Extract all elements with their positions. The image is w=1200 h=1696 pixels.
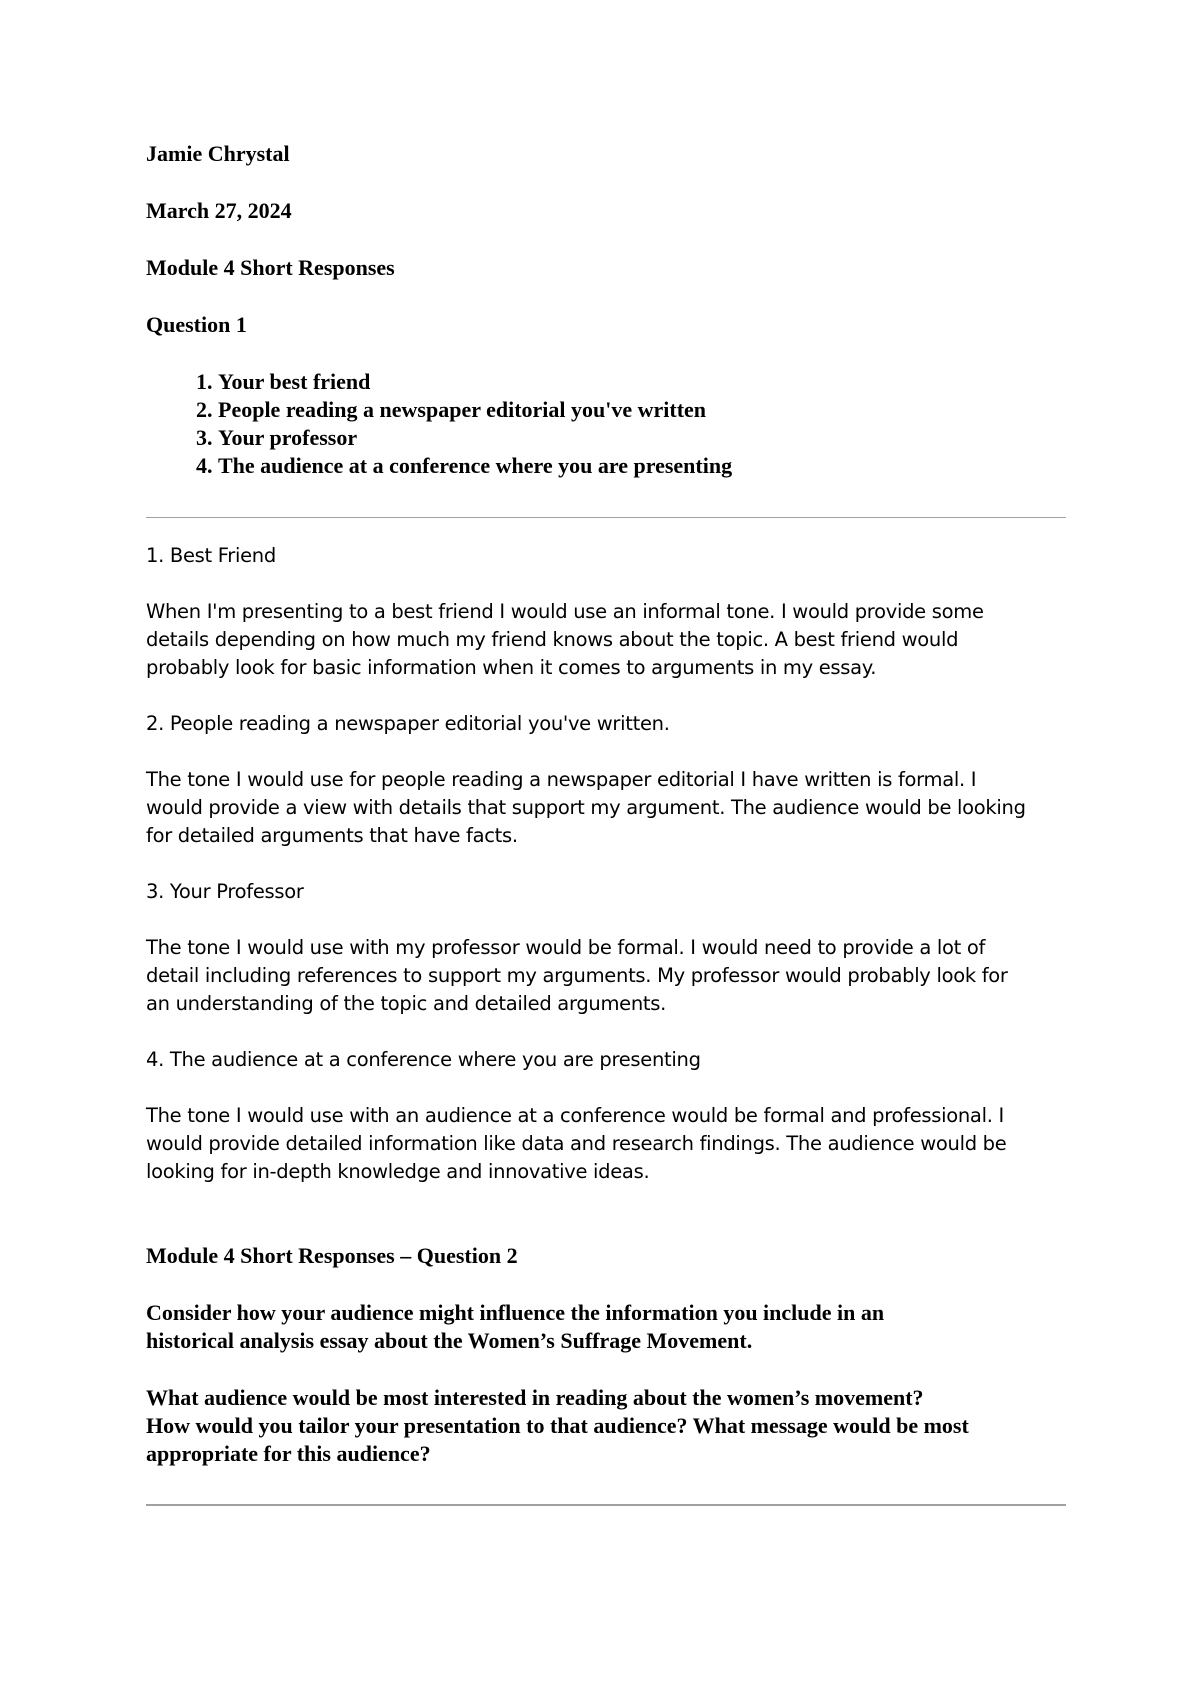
horizontal-divider (146, 1504, 1066, 1506)
response-line: When I'm presenting to a best friend I would use an informal tone. I would provide some (146, 600, 984, 623)
prompt-line: How would you tailor your presentation to that audience? What message would be most (146, 1413, 969, 1438)
question-2-prompt (146, 1384, 1066, 1468)
response-line: detail including references to support my arguments. My professor would probably look for (146, 964, 1008, 987)
document-page (146, 140, 1066, 1506)
response-body (146, 934, 1066, 1018)
response-heading: 1. Best Friend (146, 544, 276, 567)
response-line: probably look for basic information when it comes to arguments in my essay. (146, 656, 877, 679)
response-line: would provide detailed information like data and research findings. The audience would be (146, 1132, 1007, 1155)
document-title: Module 4 Short Responses (146, 255, 395, 280)
response-line: The tone I would use with my professor would be formal. I would need to provide a lot of (146, 936, 986, 959)
prompt-line: historical analysis essay about the Women’s Suffrage Movement. (146, 1328, 753, 1353)
question-1-item: 1. Your best friend (218, 368, 1066, 396)
response-line: for detailed arguments that have facts. (146, 824, 518, 847)
response-line: an understanding of the topic and detailed arguments. (146, 992, 667, 1015)
response-line: details depending on how much my friend knows about the topic. A best friend would (146, 628, 959, 651)
question-1-item: 3. Your professor (218, 424, 1066, 452)
prompt-line: Consider how your audience might influence the information you include in an (146, 1300, 885, 1325)
response-line: would provide a view with details that support my argument. The audience would be looking (146, 796, 1026, 819)
question-1-item: 2. People reading a newspaper editorial you've written (218, 396, 1066, 424)
response-body (146, 766, 1066, 850)
response-heading: 3. Your Professor (146, 880, 304, 903)
question-1-list (146, 368, 1066, 480)
response-heading: 4. The audience at a conference where you are presenting (146, 1048, 701, 1071)
response-line: The tone I would use for people reading a newspaper editorial I have written is formal. I (146, 768, 977, 791)
prompt-line: appropriate for this audience? (146, 1441, 431, 1466)
response-line: looking for in-depth knowledge and innovative ideas. (146, 1160, 650, 1183)
response-heading: 2. People reading a newspaper editorial you've written. (146, 712, 670, 735)
question-2-heading: Module 4 Short Responses – Question 2 (146, 1243, 518, 1268)
question-2-prompt (146, 1299, 1066, 1355)
response-line: The tone I would use with an audience at a conference would be formal and professional. I (146, 1104, 1004, 1127)
prompt-line: What audience would be most interested in reading about the women’s movement? (146, 1385, 924, 1410)
document-date: March 27, 2024 (146, 198, 292, 223)
question-1-item: 4. The audience at a conference where you are presenting (218, 452, 1066, 480)
question-1-label: Question 1 (146, 312, 247, 337)
response-body (146, 598, 1066, 682)
response-body (146, 1102, 1066, 1186)
author-name: Jamie Chrystal (146, 141, 290, 166)
